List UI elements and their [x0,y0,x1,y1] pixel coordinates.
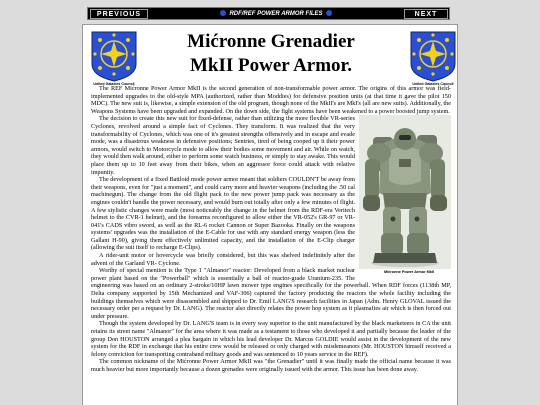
power-armor-photo [359,115,451,269]
figure-caption: Mićronne Power Armor MkII [383,270,435,275]
article-paragraph: The development of a fixed Battloid mode power armor meant that soldiers COULDN'T be away from their weapons, even for "just a moment", and could carry more and heavier weapons (including the .50 cal machinegun). The change from the old flight pack to the new power jump pack was necessary as the engines couldn't handle the power necessary, and would burn out totally after only a few minutes of flight. A few stylistic changes were made (most noticeably the change in the helmet from the RDF-era Veritech helmet to the CVR-1 helmet), and the forearms reconfigured to allow either the VR-052's GR-97 or VR-041's CADS vibro sword, as well as the RL-6 rocket Cannon or Super Bazooka. Finally on the weapons systems' upgrades was the installation of the E-Cable for use with any standard energy weapon (less the Gallant H-90), giving them effectively unlimited capacity, and the installation of the E-Clip charger (allowing the suit itself to recharge E-Clips). [91,176,355,252]
power-armor-figure [359,115,451,277]
flag-left-icon [220,10,226,16]
page-title [143,30,399,78]
article-paragraph: The REF Mićronne Power Armor MkII is the second generation of non-transformable power armor. The origins of this armor was field-implemented upgrades to the old-style MPA (authorized, rather than Moddies) for defensive position units (at that time it gave the pilot 150 MDC). The new suit is, likewise, a simple extension of the old program, though none of the MkII's are MkI's (all are new suits). Additionally, the Weapons Systems have been upgraded and expanded. On the down side, the fight systems have been weakened to a power boosted jump system. [91,85,451,115]
article-paragraph: A rider-unit motor or hovercycle was briefly considered, but this was shelved indefinitely after the advent of the Garland VR- Cyclone. [91,252,355,267]
section-title [152,9,400,19]
council-crest-left-icon [90,30,138,82]
council-crest-right-icon [409,30,457,82]
title-line-1: Mićronne Grenadier [187,31,355,52]
article-paragraph-text: The decision to create this new suit for fixed-defense, rather than utilizing the more flexible VR-series Cyclones, revolved around a simple fact of Cyclones. They transform. It was realized that the very transformability of Cyclones, which was one of it's greatest strengths offensively and in escape and evade mode, was a disastrous weakness in defensive positions; Sentries, tired of being cooped up it their power armors, would switch to Motorcycle mode to allow their bodies some movement and air. While on watch, they would then walk around, either to perform some watch business, or simply to stay awake. This would place them up to 10 feet away from their bikes, when an aggressor force could attack with relative impunity. [91,115,355,176]
flag-right-icon [326,10,332,16]
crest-caption-left: United Galaxies Council [93,82,135,86]
title-line-2: MkII Power Armor. [189,55,352,76]
article-paragraph: Worthy of special mention is the Type 1 "Almanor" reactor: Developed from a black market nuclear power plant based on the "Powerball" which is essentially a ball of reactor-grade Uranium-235. The engineering was based on an ordinary 2-stroke/10HP lawn mower type engines specifically for the powerball. When RDF forces (1138th MP, Delta company supported by 15th Mechanized and VAF-306) captured the factory producing the reactors the whole facility including the buildings themselves which were disassembled and shipped to Dr. Emil LANG'S research facilities in Japan (Adm. Henry GLOVAL issued the necessary order per a request by Dr. LANG). The reactor also directly relates the power hop system as it plasmafies air which is then forced out under pressure. [91,267,451,320]
article-body [91,85,451,374]
next-button[interactable]: NEXT [404,9,448,19]
article-paragraph: Though the system developed by Dr. LANG'S team is in every way superior to the unit manufactured by the black marketeers in CA the unit retains its street name "Almanor" for the area where it was made as a testament to those who developed it and partially because the leader of the group Don HOUSTON arranged a plea bargain in which his lead developer Dr. Marcus GOLDIE would assist in the development of the new system for the RDF in exchange that his entire crew would be released or only charged with misdemeanors (Mr. HOUSTON himself received a felony conviction for transporting contraband military goods and was sentenced to 10 years service in the REF). [91,320,451,358]
article-paragraph: The common nickname of the Mićronne Power Armor MkII was "the Grenadier" until it was finally made the official name because it was much heavier but more importantly because a dozen grenades were originally issued with the armor. This issue has been done away. [91,358,451,373]
previous-button[interactable]: PREVIOUS [90,9,148,19]
navigation-bar [87,7,450,20]
content-panel [82,24,458,405]
crest-caption-right: United Galaxies Council [412,82,454,86]
section-title-text: RDF/REF POWER ARMOR FILES [229,11,323,17]
